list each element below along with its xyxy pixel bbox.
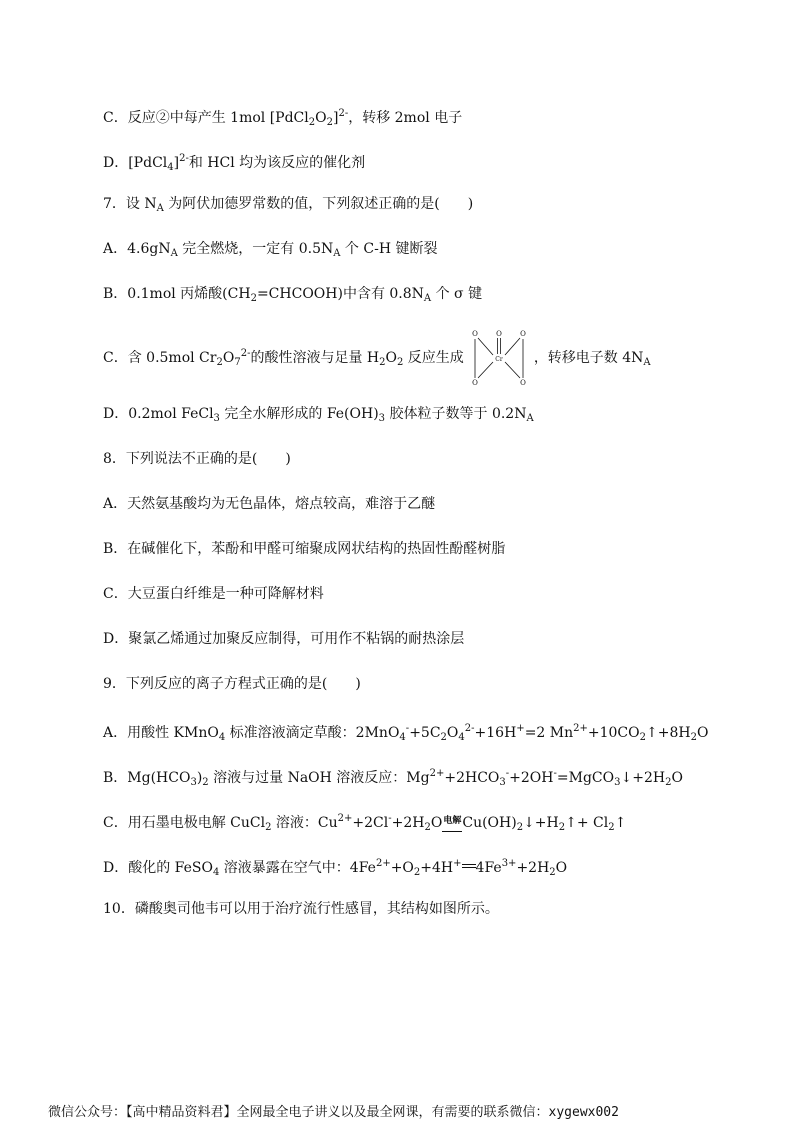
- option-c-q9: C．用石墨电极电解 CuCl$_2$ 溶液：$Cu^{2+}+2Cl^-+2H_2O$电解$Cu(OH)_2↓+H_2↑+$ $Cl_2↑$: [103, 813, 627, 833]
- oxygen-atom: O: [519, 330, 526, 338]
- option-c-q6: C．反应②中每产生 1mol $[PdCl_2O_2]^{2-}$，转移 2mol 电子: [103, 108, 463, 128]
- option-a-q7: A．$4.6gN_A$ 完全燃烧，一定有 $0.5N_A$ 个 C-H 键断裂: [103, 241, 438, 259]
- option-d-q7: D．0.2mol FeCl$_3$ 完全水解形成的 $Fe(OH)_3$ 胶体粒子数等于 $0.2N_A$: [103, 406, 534, 424]
- oxygen-atom: O: [495, 330, 502, 338]
- oxygen-atom: O: [471, 330, 478, 338]
- chromium-atom: Cr: [495, 356, 503, 363]
- footer-promo: [48, 1101, 619, 1120]
- electrolysis-condition: 电解: [442, 812, 462, 830]
- question-7-stem: 7．设 $N_A$ 为阿伏加德罗常数的值，下列叙述正确的是( ): [103, 196, 474, 214]
- equals-sign: [462, 861, 476, 871]
- option-c-q8: C．大豆蛋白纤维是一种可降解材料: [103, 586, 324, 602]
- option-c-q7: C．含 0.5mol $Cr_2O_7^{2-}$的酸性溶液与足量 $H_2O_2$ 反应生成 O O O Cr O O ，转移电子数 $4N_A$: [103, 330, 651, 387]
- oxygen-atom: O: [519, 379, 526, 387]
- question-9-stem: 9．下列反应的离子方程式正确的是( ): [103, 676, 361, 692]
- footer-wechat-id: xygewx002: [548, 1105, 619, 1120]
- option-d-q9: D．酸化的 FeSO$_4$ 溶液暴露在空气中：$4Fe^{2+}+O_2+4H^+$ $4Fe^{3+}+2H_2O$: [103, 858, 568, 878]
- footer-text: 微信公众号：【高中精品资料君】全网最全电子讲义以及最全网课，有需要的联系微信：: [48, 1105, 549, 1120]
- question-10-stem: 10．磷酸奥司他韦可以用于治疗流行性感冒，其结构如图所示。: [103, 901, 499, 917]
- question-8-stem: 8．下列说法不正确的是( ): [103, 451, 291, 467]
- option-d-q6: D．[PdCl$_4$]$^{2-}$和 HCl 均为该反应的催化剂: [103, 153, 366, 173]
- option-a-q9: A．用酸性 KMnO$_4$ 标准溶液滴定草酸：$2MnO_4^-+5C_2O_4^{2-}+16H^+=2$ $Mn^{2+}+10CO_2↑+8H_2O$: [103, 723, 709, 743]
- cro5-structure-diagram: [468, 329, 530, 387]
- option-a-q8: A．天然氨基酸均为无色晶体，熔点较高，难溶于乙醚: [103, 496, 436, 512]
- option-d-q8: D．聚氯乙烯通过加聚反应制得，可用作不粘锅的耐热涂层: [103, 631, 465, 647]
- option-b-q9: B．$Mg(HCO_3)_2$ 溶液与过量 NaOH 溶液反应：$Mg^{2+}+2HCO_3^-+2OH^-=MgCO_3↓+2H_2O$: [103, 768, 683, 788]
- option-b-q7: B．0.1mol 丙烯酸$(CH_2=CHCOOH)$中含有 $0.8N_A$ 个 σ 键: [103, 286, 483, 304]
- circled-number: ②: [155, 110, 170, 126]
- option-b-q8: B．在碱催化下，苯酚和甲醛可缩聚成网状结构的热固性酚醛树脂: [103, 541, 506, 557]
- oxygen-atom: O: [471, 379, 478, 387]
